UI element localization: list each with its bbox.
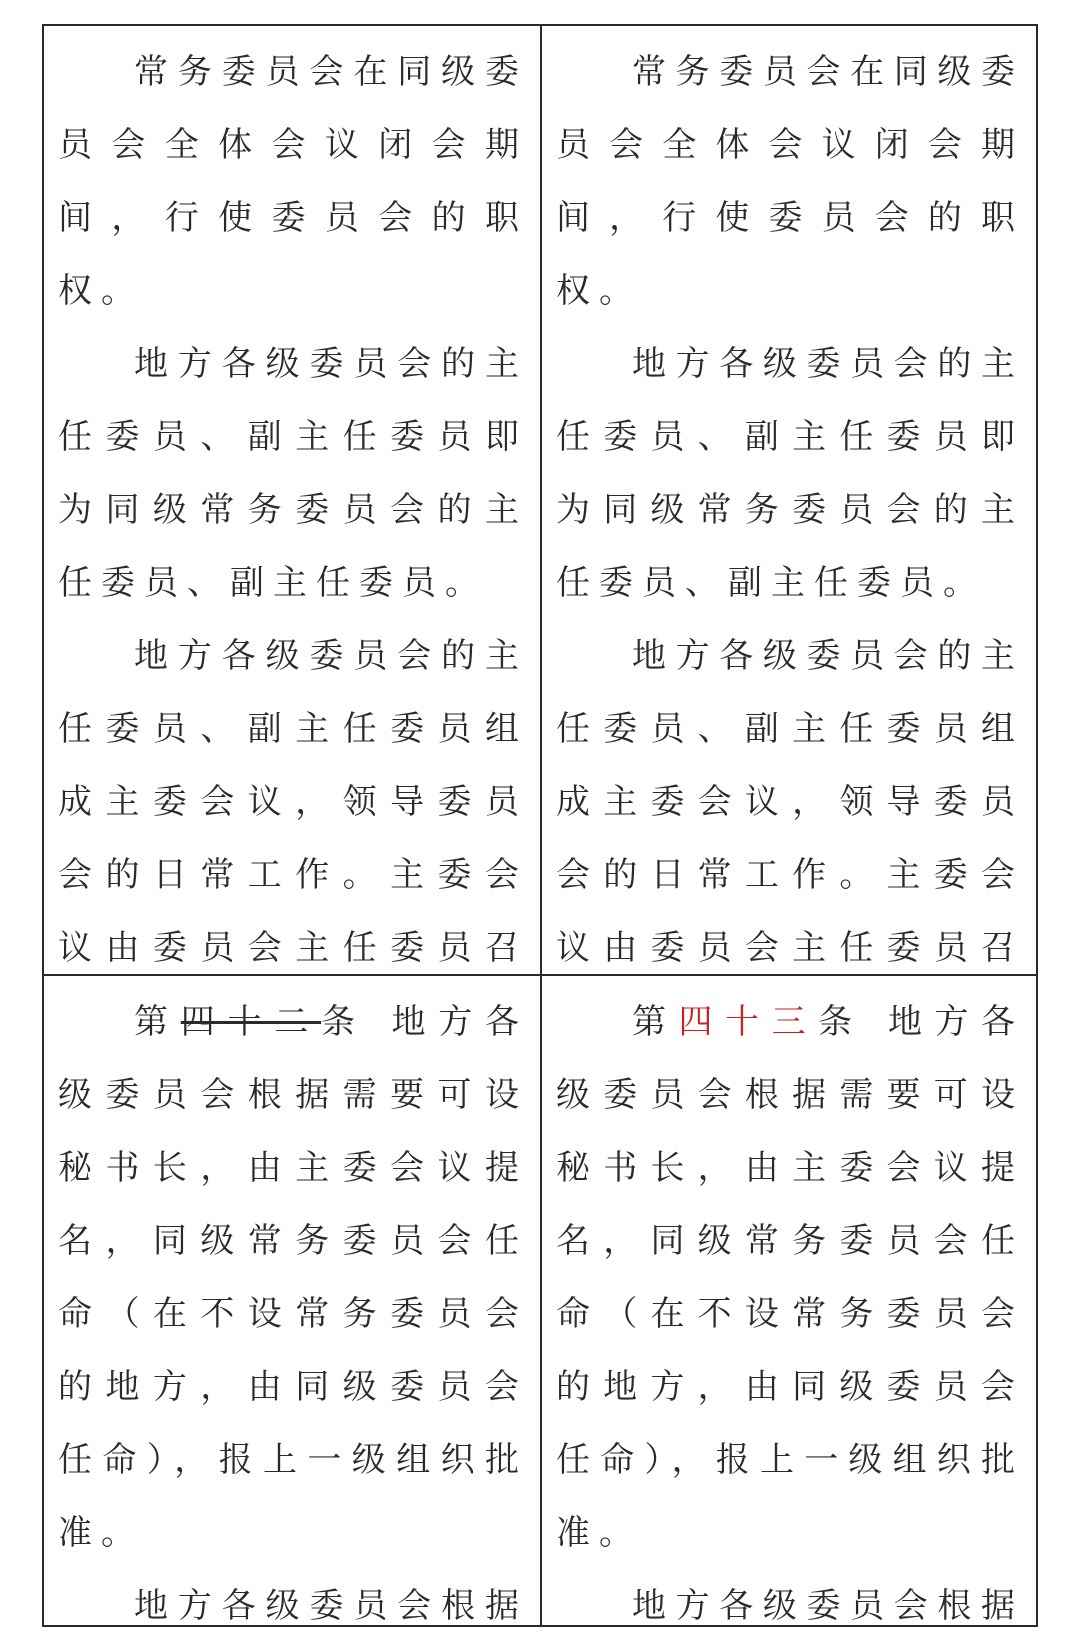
left-upper-paragraph-3: 地方各级委员会的主任委员、副主任委员组成主委会议，领导委员会的日常工作。主委会议由委员会主任委员召 (58, 636, 528, 968)
left-lower-paragraph-2: 地方各级委员会根据 (134, 1586, 528, 1625)
comparison-table (42, 24, 1038, 1627)
article-text: 地方各级委员会根据需要可设秘书长，由主委会议提名，同级常务委员会任命（在不设常务委员会的地方，由同级委员会任命），报上一级组织批准。 (58, 1002, 529, 1553)
article-suffix: 条 (818, 1002, 865, 1042)
amended-article-number: 四十三 (678, 1002, 819, 1042)
right-article-paragraph (556, 986, 1024, 1570)
article-prefix: 第 (632, 1002, 679, 1042)
left-upper-cell (44, 26, 540, 974)
right-upper-paragraph-2: 地方各级委员会的主任委员、副主任委员即为同级常务委员会的主任委员、副主任委员。 (556, 344, 1024, 603)
left-upper-paragraph-2: 地方各级委员会的主任委员、副主任委员即为同级常务委员会的主任委员、副主任委员。 (58, 344, 528, 603)
struck-article-number: 四十二 (180, 1002, 322, 1042)
left-upper-paragraph-1: 常务委员会在同级委员会全体会议闭会期间，行使委员会的职权。 (58, 52, 528, 311)
article-text: 地方各级委员会根据需要可设秘书长，由主委会议提名，同级常务委员会任命（在不设常务委员会的地方，由同级委员会任命），报上一级组织批准。 (556, 1002, 1025, 1553)
right-upper-paragraph-1: 常务委员会在同级委员会全体会议闭会期间，行使委员会的职权。 (556, 52, 1024, 311)
left-article-paragraph (58, 986, 528, 1570)
right-lower-cell (542, 976, 1036, 1625)
right-upper-cell (542, 26, 1036, 974)
left-lower-cell (44, 976, 540, 1625)
article-prefix: 第 (134, 1002, 181, 1042)
article-suffix: 条 (321, 1002, 368, 1042)
right-lower-paragraph-2: 地方各级委员会根据 (632, 1586, 1024, 1625)
right-upper-paragraph-3: 地方各级委员会的主任委员、副主任委员组成主委会议，领导委员会的日常工作。主委会议由委员会主任委员召 (556, 636, 1024, 968)
